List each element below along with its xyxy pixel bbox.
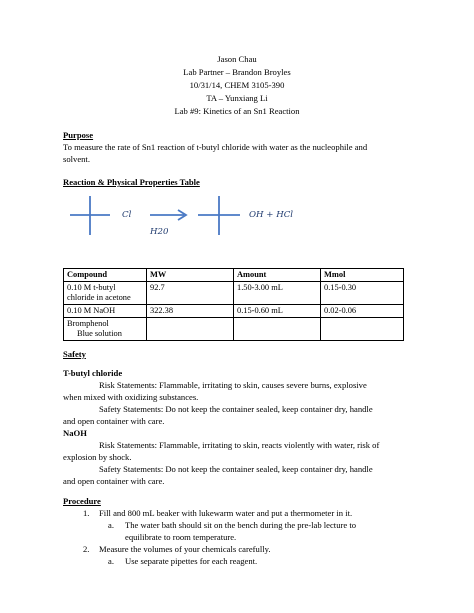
- amount-cell: 0.15-0.60 mL: [234, 305, 321, 318]
- lab-partner: Lab Partner – Brandon Broyles: [183, 67, 291, 77]
- procedure-step-2: Measure the volumes of your chemicals carefully.: [99, 544, 271, 554]
- substep-letter: a.: [108, 520, 114, 530]
- reactant-label: Cl: [122, 210, 132, 220]
- header-compound: Compound: [64, 269, 147, 282]
- purpose-heading: Purpose: [63, 130, 94, 140]
- compound-line1: 0.10 M t-butyl: [67, 283, 116, 292]
- procedure-step-1a-line2: equilibrate to room temperature.: [125, 532, 237, 542]
- reaction-diagram: [60, 190, 360, 250]
- compound-line2: chloride in acetone: [67, 293, 131, 302]
- naoh-safety-line1: Safety Statements: Do not keep the container sealed, keep container dry, handle: [99, 464, 373, 474]
- naoh-risk-line2: explosion by shock.: [63, 452, 132, 462]
- mmol-cell: [321, 318, 404, 341]
- reagent-label: H20: [150, 227, 169, 237]
- tbutyl-risk-line2: when mixed with oxidizing substances.: [63, 392, 199, 402]
- naoh-safety-line2: and open container with care.: [63, 476, 165, 486]
- tbutyl-safety-line1: Safety Statements: Do not keep the container sealed, keep container dry, handle: [99, 404, 373, 414]
- substep-letter: a.: [108, 556, 114, 566]
- tbutyl-title: T-butyl chloride: [63, 368, 123, 378]
- naoh-title: NaOH: [63, 428, 87, 438]
- table-row: [64, 305, 404, 318]
- procedure-step-2a: Use separate pipettes for each reagent.: [125, 556, 258, 566]
- mw-cell: [147, 318, 234, 341]
- procedure-step-1: Fill and 800 mL beaker with lukewarm water and put a thermometer in it.: [99, 508, 353, 518]
- mmol-cell: 0.02-0.06: [321, 305, 404, 318]
- reaction-heading: Reaction & Physical Properties Table: [63, 177, 200, 187]
- author-name: Jason Chau: [217, 54, 257, 64]
- header-amount: Amount: [234, 269, 321, 282]
- purpose-text-line2: solvent.: [63, 154, 90, 164]
- mw-cell: 322.38: [147, 305, 234, 318]
- header-mmol: Mmol: [321, 269, 404, 282]
- procedure-step-1a-line1: The water bath should sit on the bench during the pre-lab lecture to: [125, 520, 357, 530]
- compound-line1: Bromphenol: [67, 319, 109, 328]
- compound-cell: 0.10 M NaOH: [64, 305, 147, 318]
- properties-table: [63, 268, 404, 341]
- product-label: OH + HCl: [249, 210, 294, 220]
- compound-line2: Blue solution: [77, 329, 122, 338]
- naoh-risk-line1: Risk Statements: Flammable, irritating to skin, reacts violently with water, risk of: [99, 440, 380, 450]
- safety-heading: Safety: [63, 349, 86, 359]
- tbutyl-safety-line2: and open container with care.: [63, 416, 165, 426]
- compound-cell: [64, 282, 147, 305]
- table-header-row: [64, 269, 404, 282]
- step-number: 2.: [83, 544, 90, 554]
- mmol-cell: 0.15-0.30: [321, 282, 404, 305]
- header-mw: MW: [147, 269, 234, 282]
- procedure-heading: Procedure: [63, 496, 101, 506]
- teaching-assistant: TA – Yunxiang Li: [206, 93, 268, 103]
- tbutyl-risk-line1: Risk Statements: Flammable, irritating to skin, causes severe burns, explosive: [99, 380, 367, 390]
- amount-cell: 1.50-3.00 mL: [234, 282, 321, 305]
- amount-cell: [234, 318, 321, 341]
- mw-cell: 92.7: [147, 282, 234, 305]
- lab-title: Lab #9: Kinetics of an Sn1 Reaction: [174, 106, 300, 116]
- date-course: 10/31/14, CHEM 3105-390: [189, 80, 285, 90]
- table-row: [64, 282, 404, 305]
- purpose-text-line1: To measure the rate of Sn1 reaction of t-butyl chloride with water as the nucleophile and: [63, 142, 368, 152]
- compound-cell: [64, 318, 147, 341]
- table-row: [64, 318, 404, 341]
- step-number: 1.: [83, 508, 90, 518]
